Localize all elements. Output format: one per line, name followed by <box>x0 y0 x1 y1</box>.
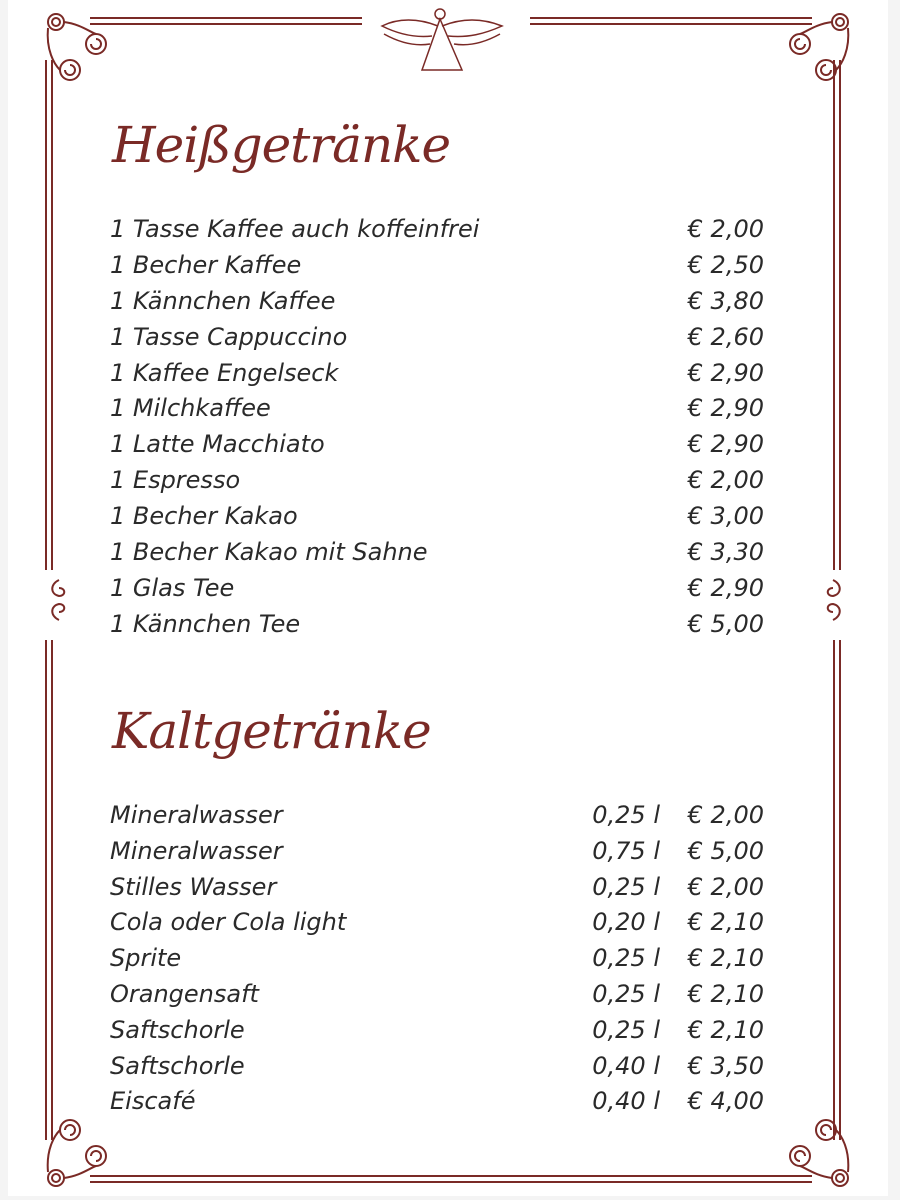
menu-item-name: Mineralwasser <box>110 801 283 829</box>
menu-item-price: € 2,10 <box>687 944 764 973</box>
menu-item-name: Saftschorle <box>110 1051 245 1080</box>
menu-item-volume: 0,40 l <box>592 1087 660 1116</box>
menu-item-name: 1 Tasse Cappuccino <box>110 322 348 351</box>
menu-item-name: 1 Tasse Kaffee auch koffeinfrei <box>110 215 480 243</box>
menu-item-price: € 2,90 <box>687 394 764 423</box>
menu-item-price: € 2,50 <box>687 250 764 279</box>
menu-item-volume: 0,40 l <box>592 1051 660 1080</box>
menu-item <box>110 870 770 906</box>
menu-item-volume: 0,25 l <box>592 1015 660 1044</box>
menu-item-price: € 2,00 <box>687 215 764 243</box>
menu-item <box>110 320 770 356</box>
menu-item-price: € 2,10 <box>687 908 764 937</box>
menu-item-name: Orangensaft <box>110 979 259 1008</box>
menu-item-name: Sprite <box>110 944 182 973</box>
side-swirl-left-icon <box>46 578 72 622</box>
menu-item-price: € 2,90 <box>687 573 764 602</box>
corner-swirl-bottom-right-icon <box>776 1110 856 1190</box>
menu-item-name: Saftschorle <box>110 1015 245 1044</box>
menu-item-name: Eiscafé <box>110 1087 196 1116</box>
menu-item-name: 1 Kännchen Tee <box>110 609 301 638</box>
menu-item-name: 1 Kännchen Kaffee <box>110 286 336 315</box>
menu-item-name: 1 Milchkaffee <box>110 394 271 423</box>
menu-item-name: 1 Espresso <box>110 466 241 495</box>
hot-drinks-list <box>110 212 770 643</box>
menu-item-price: € 2,90 <box>687 430 764 459</box>
menu-item <box>110 1084 770 1120</box>
menu-item <box>110 284 770 320</box>
menu-item-price: € 2,00 <box>687 801 764 829</box>
menu-item-name: 1 Becher Kakao mit Sahne <box>110 538 428 567</box>
menu-item-name: 1 Becher Kakao <box>110 502 298 531</box>
corner-swirl-top-left-icon <box>40 10 120 90</box>
menu-item <box>110 905 770 941</box>
menu-item-name: Cola oder Cola light <box>110 908 347 937</box>
menu-item-price: € 2,60 <box>687 322 764 351</box>
menu-item <box>110 607 770 643</box>
menu-item-price: € 3,80 <box>687 286 764 315</box>
menu-item-price: € 2,10 <box>687 1015 764 1044</box>
corner-swirl-top-right-icon <box>776 10 856 90</box>
corner-swirl-bottom-left-icon <box>40 1110 120 1190</box>
menu-item <box>110 798 770 834</box>
menu-item-price: € 5,00 <box>687 609 764 638</box>
menu-item-price: € 3,50 <box>687 1051 764 1080</box>
cold-drinks-list <box>110 798 770 1120</box>
menu-item <box>110 391 770 427</box>
menu-item-volume: 0,25 l <box>592 944 660 973</box>
menu-item-name: Mineralwasser <box>110 836 283 865</box>
menu-item-price: € 2,90 <box>687 358 764 387</box>
menu-item <box>110 977 770 1013</box>
menu-item-price: € 2,00 <box>687 872 764 901</box>
angel-logo-icon <box>378 4 506 74</box>
menu-item <box>110 1049 770 1085</box>
menu-item-name: 1 Latte Macchiato <box>110 430 325 459</box>
menu-item-name: 1 Kaffee Engelseck <box>110 358 339 387</box>
menu-item <box>110 535 770 571</box>
menu-item-price: € 2,00 <box>687 466 764 495</box>
heading-hot-drinks: Heißgetränke <box>112 116 451 174</box>
menu-item <box>110 834 770 870</box>
menu-item-volume: 0,75 l <box>592 836 660 865</box>
menu-item-volume: 0,25 l <box>592 979 660 1008</box>
menu-item-name: 1 Glas Tee <box>110 573 235 602</box>
menu-item-volume: 0,25 l <box>592 801 660 829</box>
heading-cold-drinks: Kaltgetränke <box>112 702 431 760</box>
menu-item <box>110 212 770 248</box>
menu-item-name: 1 Becher Kaffee <box>110 250 302 279</box>
menu-item <box>110 571 770 607</box>
menu-item-price: € 3,00 <box>687 502 764 531</box>
side-swirl-right-icon <box>820 578 846 622</box>
menu-item-price: € 5,00 <box>687 836 764 865</box>
menu-item <box>110 427 770 463</box>
menu-item <box>110 356 770 392</box>
menu-item-price: € 4,00 <box>687 1087 764 1116</box>
menu-item <box>110 463 770 499</box>
menu-item <box>110 248 770 284</box>
menu-item <box>110 941 770 977</box>
menu-item <box>110 499 770 535</box>
menu-item-price: € 2,10 <box>687 979 764 1008</box>
menu-item <box>110 1013 770 1049</box>
menu-item-price: € 3,30 <box>687 538 764 567</box>
menu-item-volume: 0,20 l <box>592 908 660 937</box>
menu-item-volume: 0,25 l <box>592 872 660 901</box>
menu-item-name: Stilles Wasser <box>110 872 277 901</box>
